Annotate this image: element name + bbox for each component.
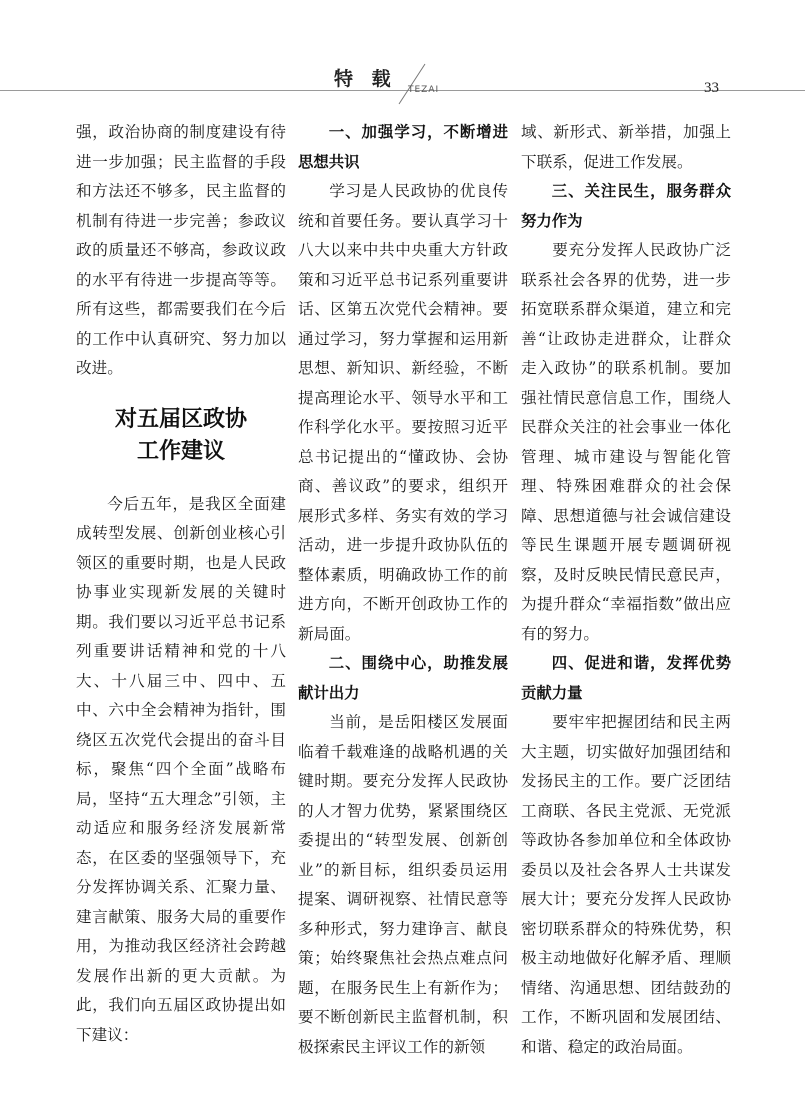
section-header-subtitle: TEZAI [408,85,440,95]
article-title-line-1: 对五届区政协 [114,406,247,432]
section-header-title: 特 载 [334,68,397,90]
heading-focus-center: 二、围绕中心，助推发展献计出力 [298,654,508,702]
intro-continuation: 强，政治协商的制度建设有待进一步加强；民主监督的手段和方法还不够多，民主监督的机制有待进一步完善；参政议政的质量还不够高，参政议政的水平有待进一步提高等等。所有这些，都需要我们在今后的工作中认真研究、努力加以改进。 [76,123,286,377]
column-middle [298,118,508,1062]
column-right [521,118,731,1062]
paragraph-development-continuation: 域、新形式、新举措，加强上下联系，促进工作发展。 [521,123,731,171]
header-slash-decoration [395,60,429,108]
column-left [76,118,286,1050]
paragraph-development: 当前，是岳阳楼区发展面临着千载难逢的战略机遇的关键时期。要充分发挥人民政协的人才智力优势，紧紧围绕区委提出的“转型发展、创新创业”的新目标，组织委员运用提案、调研视察、社情民意等多种形式，努力建诤言、献良策；始终聚焦社会热点难点问题，在服务民生上有新作为；要不断创新民主监督机制，积极探索民主评议工作的新领 [298,713,508,1056]
heading-strengthen-learning: 一、加强学习，不断增进思想共识 [298,123,508,171]
article-title [76,404,286,468]
article-intro-paragraph: 今后五年，是我区全面建成转型发展、创新创业核心引领区的重要时期，也是人民政协事业实现新发展的关键时期。我们要以习近平总书记系列重要讲话精神和党的十八大、十八届三中、四中、五中、六中全会精神为指针，围绕区五次党代会提出的奋斗目标，聚焦“四个全面”战略布局，坚持“五大理念”引领，主动适应和服务经济发展新常态，在区委的坚强领导下，充分发挥协调关系、汇聚力量、建言献策、服务大局的重要作用，为推动我区经济社会跨越发展作出新的更大贡献。为此，我们向五届区政协提出如下建议： [76,494,286,1044]
heading-harmony: 四、促进和谐，发挥优势贡献力量 [521,654,731,702]
paragraph-livelihood: 要充分发挥人民政协广泛联系社会各界的优势，进一步拓宽联系群众渠道，建立和完善“让政协走进群众，让群众走入政协”的联系机制。要加强社情民意信息工作，围绕人民群众关注的社会事业一体化管理、城市建设与智能化管理、特殊困难群众的社会保障、思想道德与社会诚信建设等民生课题开展专题调研视察，及时反映民情民意民声，为提升群众“幸福指数”做出应有的努力。 [521,241,731,643]
heading-livelihood: 三、关注民生，服务群众努力作为 [521,182,731,230]
paragraph-harmony: 要牢牢把握团结和民主两大主题，切实做好加强团结和发扬民主的工作。要广泛团结工商联、各民主党派、无党派等政协各参加单位和全体政协委员以及社会各界人士共谋发展大计；要充分发挥人民政协密切联系群众的特殊优势，积极主动地做好化解矛盾、理顺情绪、沟通思想、团结鼓劲的工作，不断巩固和发展团结、和谐、稳定的政治局面。 [521,713,731,1056]
paragraph-learning: 学习是人民政协的优良传统和首要任务。要认真学习十八大以来中共中央重大方针政策和习近平总书记系列重要讲话、区第五次党代会精神。要通过学习，努力掌握和运用新思想、新知识、新经验，不断提高理论水平、领导水平和工作科学化水平。要按照习近平总书记提出的“懂政协、会协商、善议政”的要求，组织开展形式多样、务实有效的学习活动，进一步提升政协队伍的整体素质，明确政协工作的前进方向，不断开创政协工作的新局面。 [298,182,508,643]
page-number: 33 [704,80,719,96]
article-title-line-2: 工作建议 [136,438,225,464]
